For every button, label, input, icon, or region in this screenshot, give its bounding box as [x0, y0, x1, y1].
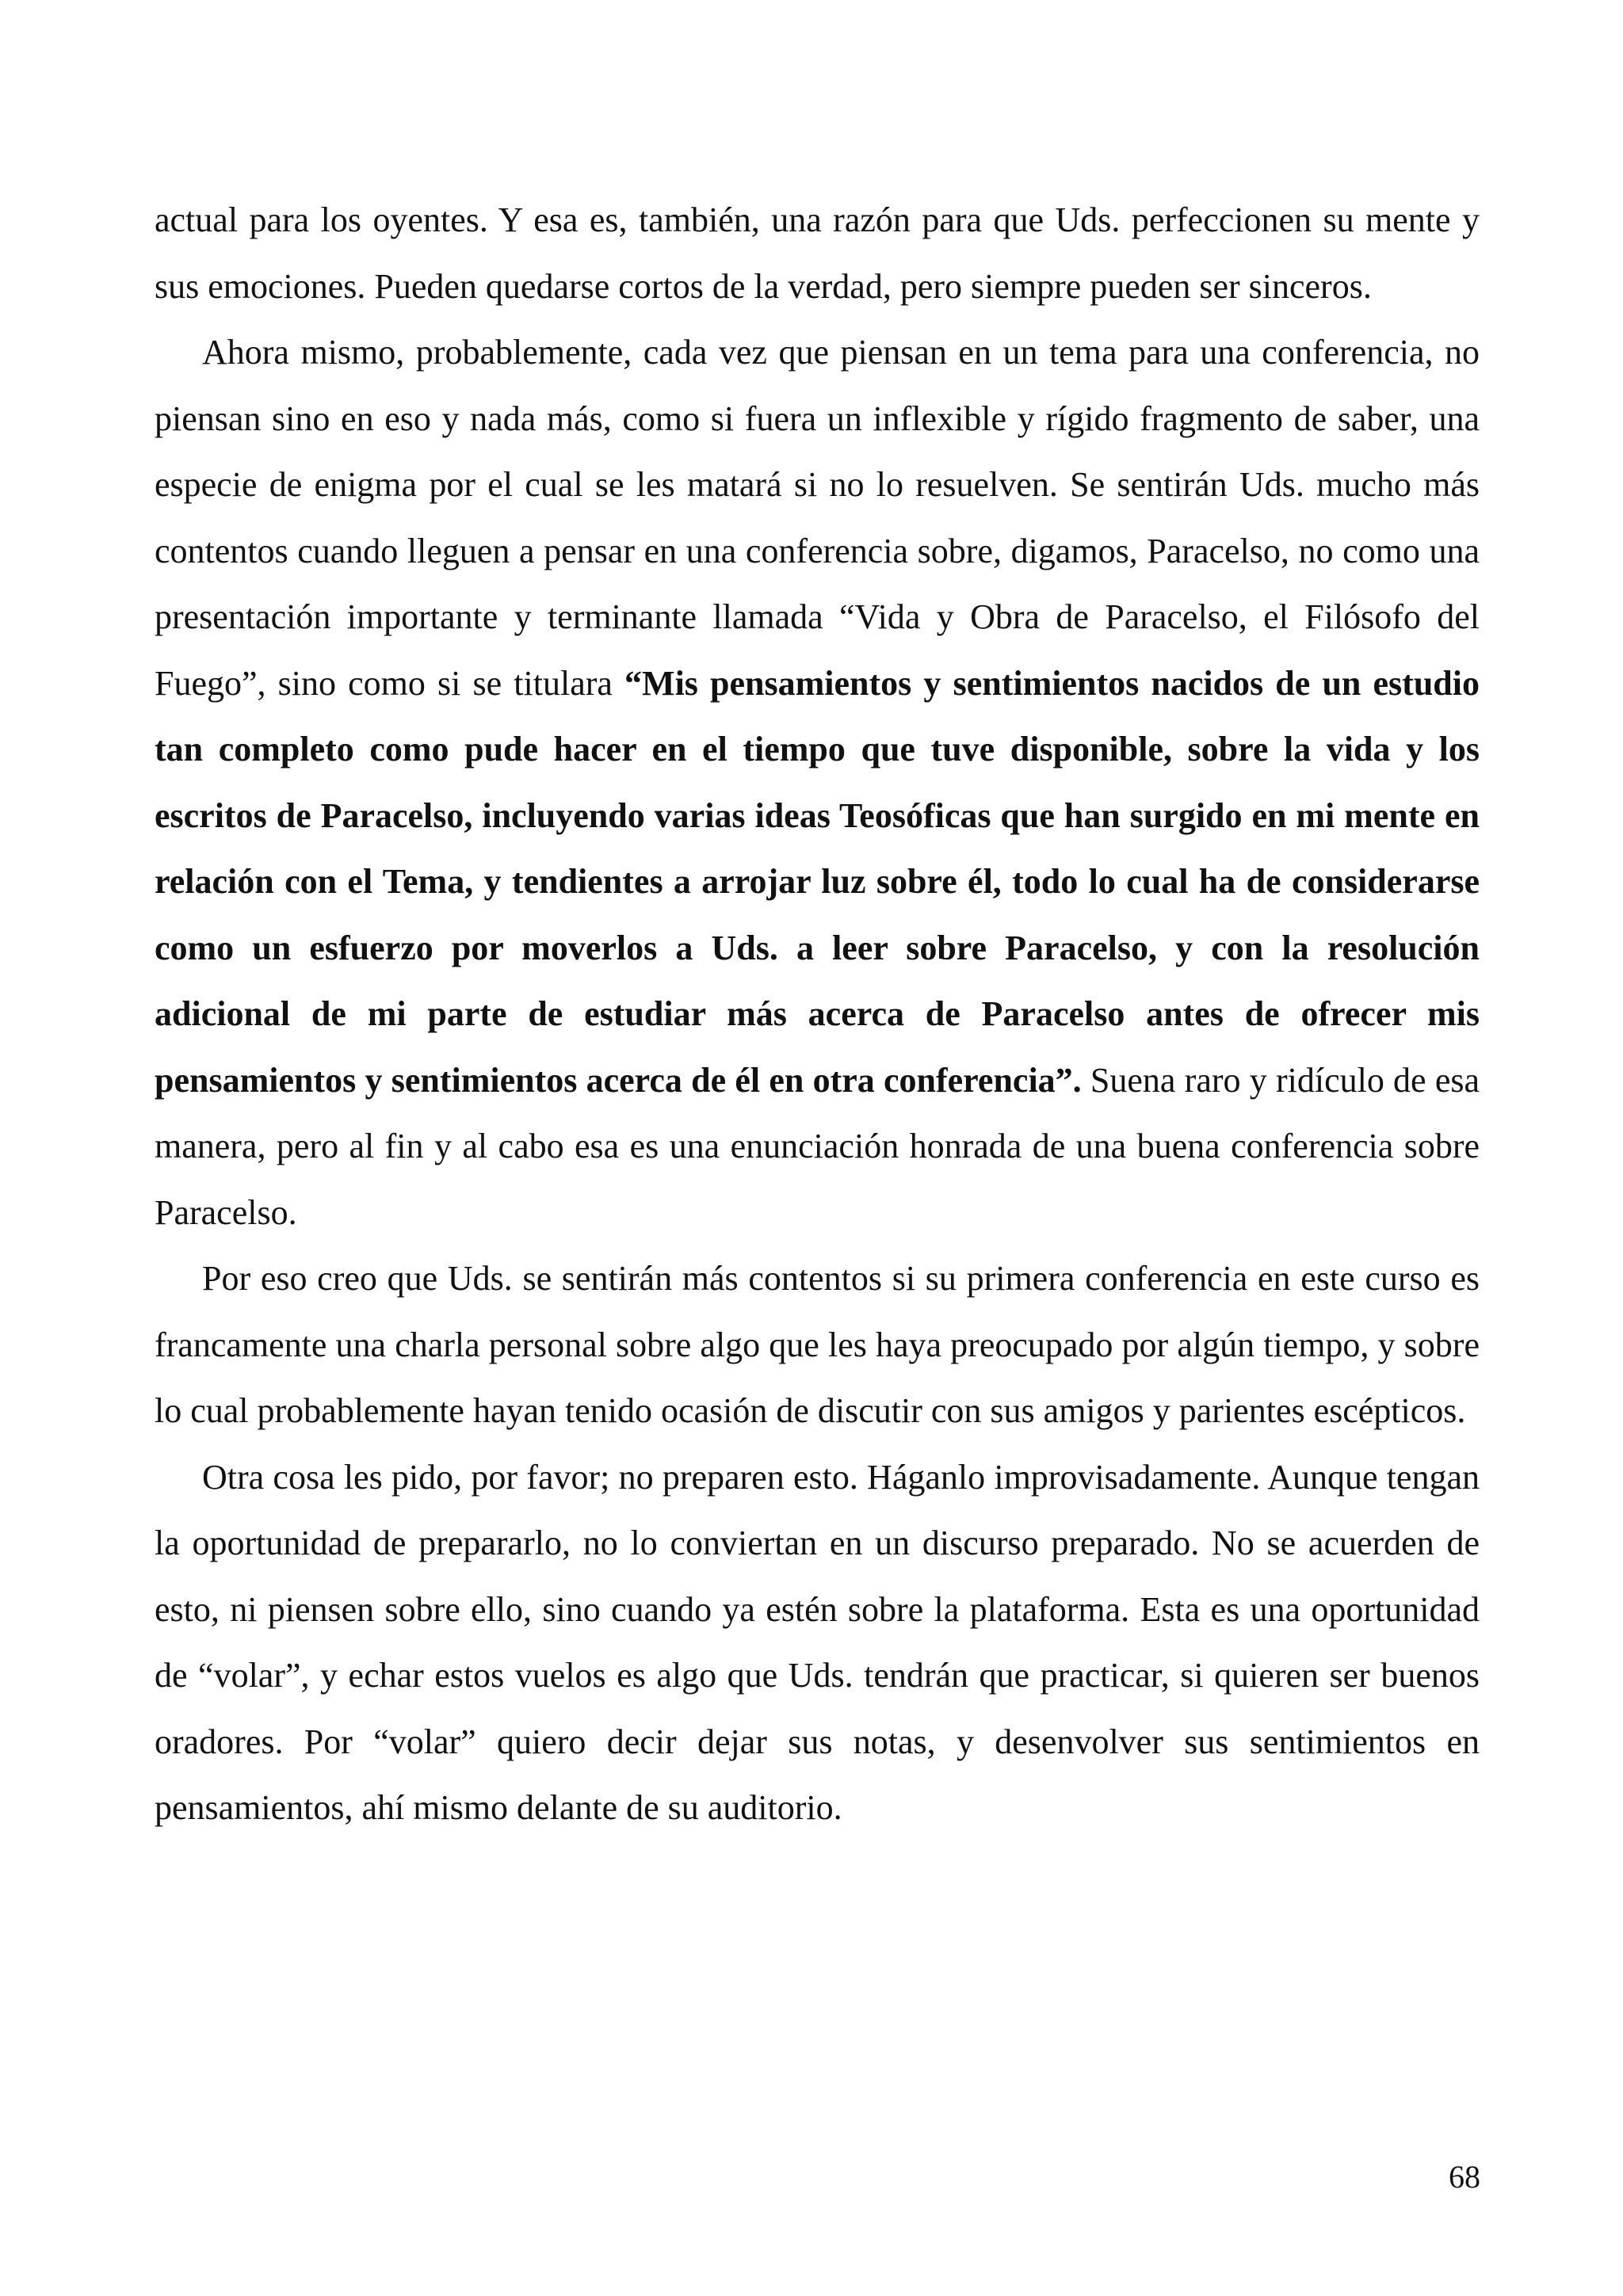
paragraph-4 — [155, 1444, 1480, 1841]
paragraph-2-bold-title: “Mis pensamientos y sentimientos nacidos de un estudio tan completo como pude hacer en el tiempo que tuve disponible, sobre la vida y los escritos de Paracelso, incluyendo varias ideas Teosóficas que han surgido en mi mente en relación con el Tema, y tendientes a arrojar luz sobre él, todo lo cual ha de considerarse como un esfuerzo por moverlos a Uds. a leer sobre Paracelso, y con la resolución adicional de mi parte de estudiar más acerca de Paracelso antes de ofrecer mis pensamientos y sentimientos acerca de él en otra conferencia”. — [155, 663, 1480, 1100]
paragraph-3 — [155, 1245, 1480, 1444]
paragraph-1-text: actual para los oyentes. Y esa es, también, una razón para que Uds. perfeccionen su mente y sus emociones. Pueden quedarse cortos de la verdad, pero siempre pueden ser sinceros. — [155, 200, 1480, 306]
paragraph-3-text: Por eso creo que Uds. se sentirán más contentos si su primera conferencia en este curso es francamente una charla personal sobre algo que les haya preocupado por algún tiempo, y sobre lo cual probablemente hayan tenido ocasión de discutir con sus amigos y parientes escépticos. — [155, 1259, 1480, 1430]
document-body — [155, 187, 1480, 1841]
paragraph-4-text: Otra cosa les pido, por favor; no preparen esto. Háganlo improvisadamente. Aunque tengan la oportunidad de prepararlo, no lo conviertan en un discurso preparado. No se acuerden de esto, ni piensen sobre ello, sino cuando ya estén sobre la plataforma. Esta es una oportunidad de “volar”, y echar estos vuelos es algo que Uds. tendrán que practicar, si quieren ser buenos oradores. Por “volar” quiero decir dejar sus notas, y desenvolver sus sentimientos en pensamientos, ahí mismo delante de su auditorio. — [155, 1457, 1480, 1827]
page-number: 68 — [1449, 2159, 1480, 2195]
paragraph-1 — [155, 187, 1480, 319]
paragraph-2-text-before: Ahora mismo, probablemente, cada vez que piensan en un tema para una conferencia, no piensan sino en eso y nada más, como si fuera un inflexible y rígido fragmento de saber, una especie de enigma por el cual se les matará si no lo resuelven. Se sentirán Uds. mucho más contentos cuando lleguen a pensar en una conferencia sobre, digamos, Paracelso, no como una presentación importante y terminante llamada “Vida y Obra de Paracelso, el Filósofo del Fuego”, sino como si se titulara — [155, 333, 1480, 703]
paragraph-2 — [155, 319, 1480, 1245]
paragraph-2-text-after: Suena raro y ridículo de esa manera, pero al fin y al cabo esa es una enunciación honrada de una buena conferencia sobre Paracelso. — [155, 1060, 1480, 1232]
